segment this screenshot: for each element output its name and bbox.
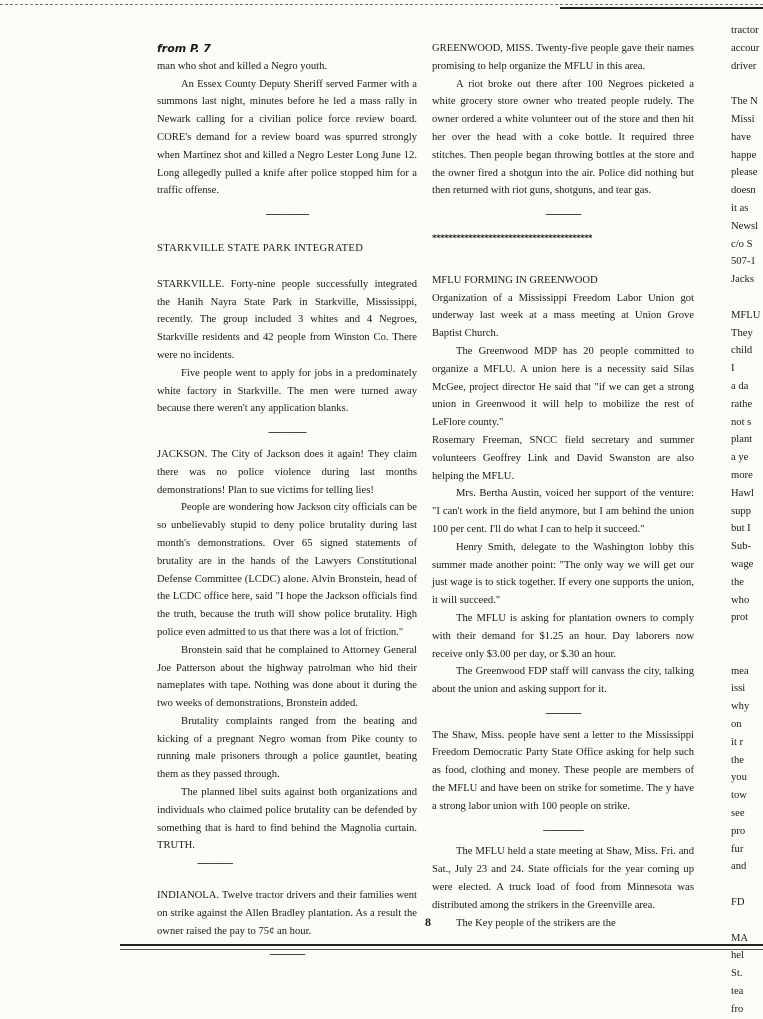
cropped-line-fragment: and <box>731 861 747 873</box>
jackson-complaints-paragraph: Brutality complaints ranged from the beating and kicking of a pregnant Negro woman from Pike county to running male prisoners through a police gauntlet, beating them as they passed through. <box>157 715 417 781</box>
continued-line: man who shot and killed a Negro youth. <box>157 60 328 72</box>
cropped-line-fragment: please <box>731 167 758 179</box>
bottom-rule-thin <box>120 949 763 950</box>
cropped-line-fragment: tow <box>731 790 747 802</box>
cropped-line-fragment: MA <box>731 932 749 944</box>
top-rule-solid <box>560 7 763 9</box>
cropped-line-fragment: a ye <box>731 452 749 464</box>
cropped-line-fragment: wage <box>731 558 754 570</box>
cropped-line-fragment: but I <box>731 523 751 535</box>
cropped-line-fragment: tea <box>731 986 744 998</box>
mflu-paragraph: Rosemary Freeman, SNCC field secretary and summer volunteers Geoffrey Link and David Swanston are also helping the MFLU. <box>432 434 694 482</box>
cropped-line-fragment <box>731 912 763 930</box>
cropped-line-fragment: supp <box>731 505 752 517</box>
cropped-line-fragment: it as <box>731 202 749 214</box>
bottom-rule <box>120 944 763 946</box>
cropped-line-fragment: fro <box>731 1003 744 1015</box>
cropped-line-fragment: Hawl <box>731 487 754 499</box>
essex-paragraph: An Essex County Deputy Sheriff served Farmer with a summons last night, minutes before he led a mass rally in Newark calling for a civilian police force review board. CORE's demand for a review board was spurred strongly when Martinez shot and killed a Negro Lester Long June 12. Long allegedly pulled a knife after police stopped him for a traffic offense. <box>157 78 417 197</box>
cropped-line-fragment: doesn <box>731 185 756 197</box>
cropped-line-fragment: MFLU <box>731 309 761 321</box>
jackson-libel-paragraph: The planned libel suits against both organizations and individuals who claimed police brutality can be defended by something that is hard to find behind the Magnolia curtain. TRUTH. <box>157 787 417 852</box>
cropped-line-fragment: Missi <box>731 113 755 125</box>
mflu-paragraph: The Greenwood MDP has 20 people committed to organize a MFLU. A union here is a necessity said Silas McGee, project director He said that "if we can get a strong union in Greenwood it will help to mobilize the rest of LeFlore county." <box>432 345 694 429</box>
cropped-line-fragment: you <box>731 772 747 784</box>
jackson-lead-paragraph: JACKSON. The City of Jackson does it again! They claim there was no police violence during last months demonstrations! Plan to sue victims for telling lies! <box>157 448 417 496</box>
greenwood-lead-paragraph: GREENWOOD, MISS. Twenty-five people gave their names promising to help organize the MFLU in this area. <box>432 43 694 72</box>
mflu-paragraph: The MFLU is asking for plantation owners to comply with their demand for $1.25 an hour. Day laborers now receive only $3.00 per day, or $.30 an hour. <box>432 612 694 660</box>
cropped-line-fragment: 507-1 <box>731 256 756 268</box>
cropped-line-fragment <box>731 289 763 307</box>
mflu-paragraph: The Greenwood FDP staff will canvass the city, talking about the union and asking support for it. <box>432 666 694 696</box>
divider: -------------- <box>545 707 581 719</box>
cropped-line-fragment: plant <box>731 434 753 446</box>
cropped-line-fragment: child <box>731 345 753 357</box>
divider: ---------------- <box>542 824 584 836</box>
page-number: 8 <box>425 915 431 929</box>
cropped-line-fragment: accour <box>731 42 760 54</box>
cropped-line-fragment: Jacks <box>731 274 754 286</box>
jackson-brutality-paragraph: People are wondering how Jackson city officials can be so unbelievably stupid to deny police brutality during last month's demonstrations. Over 65 signed statements of brutality are in the hands of the Lawyers Constitutional Defense Committee (LCDC) alone. Alvin Bronstein, head of the LCDC office here, said "I hope the Jackson officials find the truth, because the truth will show police brutality. High police even admitted to us that there was a lot of friction." <box>157 502 417 638</box>
cropped-line-fragment: The N <box>731 96 758 108</box>
column-middle <box>432 40 694 932</box>
cropped-line-fragment: FD <box>731 897 745 909</box>
starkville-jobs-paragraph: Five people went to apply for jobs in a predominately white factory in Starkville. The men were turned away because there weren't any application blanks. <box>157 367 417 415</box>
cropped-line-fragment <box>731 627 763 645</box>
cropped-line-fragment: hel <box>731 950 744 962</box>
cropped-line-fragment: it r <box>731 736 744 748</box>
divider: -------------- <box>197 858 233 870</box>
cropped-line-fragment: prot <box>731 612 749 624</box>
cropped-line-fragment: driver <box>731 60 757 72</box>
cropped-line-fragment: see <box>731 808 745 820</box>
cropped-line-fragment: pro <box>731 825 746 837</box>
cropped-line-fragment: tractor <box>731 25 759 36</box>
cropped-line-fragment: They <box>731 327 753 339</box>
shaw-paragraph: The Shaw, Miss. people have sent a letter to the Mississippi Freedom Democratic Party State Office asking for help such as food, clothing and money. These people are members of the MFLU and have been on strike for sometime. The y have a strong labor union with 100 people on strike. <box>432 729 694 812</box>
mflu-heading: MFLU FORMING IN GREENWOOD <box>432 274 598 286</box>
greenwood-riot-paragraph: A riot broke out there after 100 Negroes picketed a white grocery store owner who treated people rudely. The owner ordered a white volunteer out of the store and then hit her over the head with a coke bottle. It required three stitches. Then people began throwing bottles at the store and the owner fired a shotgun into the air. Police did nothing but then returned with riot guns, shotguns, and tear gas. <box>432 78 694 197</box>
cropped-line-fragment: issi <box>731 683 746 695</box>
starkville-heading: STARKVILLE STATE PARK INTEGRATED <box>157 242 364 254</box>
divider: --------------- <box>268 427 306 439</box>
cropped-line-fragment: why <box>731 701 750 713</box>
cropped-line-fragment <box>731 876 763 894</box>
cropped-line-fragment: a da <box>731 380 749 392</box>
handwritten-note: from P. 7 <box>157 42 211 55</box>
column-left <box>157 40 417 968</box>
cropped-line-fragment: Sub- <box>731 541 752 553</box>
cropped-line-fragment: the <box>731 754 744 766</box>
cropped-line-fragment: who <box>731 594 750 606</box>
mflu-paragraph: Organization of a Mississippi Freedom Labor Union got underway last week at a mass meeting at Union Grove Baptist Church. <box>432 292 694 340</box>
cropped-line-fragment: not s <box>731 416 752 428</box>
state-meeting-paragraph: The Key people of the strikers are the <box>456 917 616 929</box>
state-meeting-paragraph: The MFLU held a state meeting at Shaw, Miss. Fri. and Sat., July 23 and 24. State officials for the year coming up were elected. A truck load of food from Minnesota was distributed among the strikers in the Greenville area. <box>432 846 694 911</box>
mflu-paragraph: Mrs. Bertha Austin, voiced her support of the venture: "I can't work in the field anymore, but I am behind the union 100 per cent. I'll do what I can to help it succeed." <box>432 488 694 535</box>
cropped-line-fragment <box>731 75 763 93</box>
cropped-line-fragment: happe <box>731 149 757 161</box>
cropped-line-fragment <box>731 645 763 663</box>
star-divider: **************************************** <box>432 232 592 243</box>
divider: -------------- <box>269 949 305 961</box>
cropped-line-fragment: mea <box>731 665 749 677</box>
cropped-line-fragment: have <box>731 131 751 143</box>
cropped-line-fragment: the <box>731 576 744 588</box>
divider: ----------------- <box>265 209 309 221</box>
jackson-bronstein-paragraph: Bronstein said that he complained to Attorney General Joe Patterson about the highway patrolman who hid their nameplates with tape. Nothing was done about it during the two weeks of demonstrations, Bronstein added. <box>157 644 417 710</box>
cropped-line-fragment: St. <box>731 968 743 980</box>
cropped-line-fragment: on <box>731 719 742 731</box>
cropped-line-fragment: rathe <box>731 398 753 410</box>
cropped-line-fragment: more <box>731 469 753 481</box>
starkville-paragraph: STARKVILLE. Forty-nine people successfully integrated the Hanih Nayra State Park in Starkville, Mississippi, recently. The group included 3 whites and 4 Negroes, Starkville residents and 42 people from Winston Co. There were no incidents. <box>157 278 417 361</box>
cropped-line-fragment: fur <box>731 843 744 855</box>
cropped-line-fragment: c/o S <box>731 238 753 250</box>
cropped-line-fragment: I <box>731 363 735 375</box>
mflu-paragraph: Henry Smith, delegate to the Washington lobby this summer made another point: "The only way we will get our just wage is to stick together. If every one supports the union, it will succeed." <box>432 541 694 607</box>
divider: -------------- <box>545 209 581 221</box>
indianola-paragraph: INDIANOLA. Twelve tractor drivers and their families went on strike against the Allen Bradley plantation. As a result the owner raised the pay to 75¢ an hour. <box>157 890 417 937</box>
cropped-line-fragment: Newsl <box>731 220 759 232</box>
top-rule-dashed <box>0 4 763 5</box>
column-right-cropped <box>731 22 763 1019</box>
